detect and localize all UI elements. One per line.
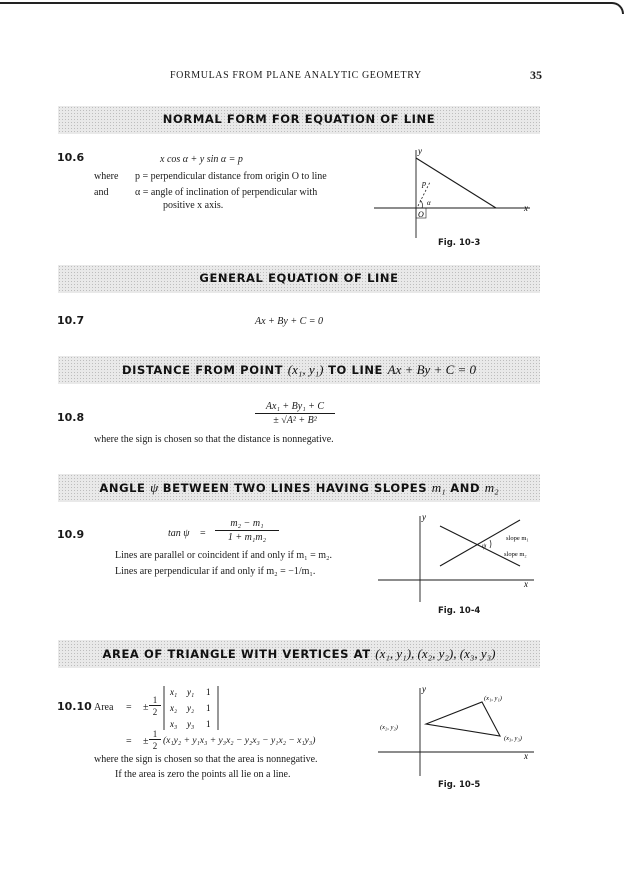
psi-label: ψ bbox=[482, 542, 487, 550]
det-cell: y₃ bbox=[187, 719, 195, 729]
angle-denominator: 1 + m₁m₂ bbox=[227, 532, 267, 543]
distance-denominator: ± √A² + B² bbox=[273, 415, 317, 426]
det-cell: y₁ bbox=[187, 687, 195, 697]
area-expansion: (x₁y₂ + y₁x₃ + y₃x₂ − y₂x₃ − y₁x₂ − x₁y₃) bbox=[163, 736, 316, 746]
det-cell: x₂ bbox=[170, 703, 178, 713]
y-label: y bbox=[422, 512, 426, 522]
y-label: y bbox=[418, 146, 422, 156]
perpendicular-condition: Lines are perpendicular if and only if m₂ = −1/m₁. bbox=[115, 566, 316, 577]
section-title-normal-form: NORMAL FORM FOR EQUATION OF LINE bbox=[162, 112, 436, 126]
area-label: Area bbox=[94, 702, 114, 713]
and-label: and bbox=[94, 187, 109, 198]
figure-10-5 bbox=[374, 682, 544, 778]
plus-minus-2: ± bbox=[143, 736, 149, 747]
section-title-distance: DISTANCE FROM POINT (x₁, y₁) TO LINE Ax + By + C = 0 bbox=[121, 362, 477, 377]
line-m2 bbox=[440, 526, 520, 566]
area-note-sign: where the sign is chosen so that the area is nonnegative. bbox=[94, 754, 318, 765]
formula-number-10-9: 10.9 bbox=[57, 528, 85, 541]
vertex-3-label: (x₃, y₃) bbox=[504, 735, 522, 742]
det-cell: x₃ bbox=[170, 719, 178, 729]
area-note-zero: If the area is zero the points all lie on a line. bbox=[115, 769, 291, 780]
formula-number-10-8: 10.8 bbox=[57, 411, 85, 424]
formula-number-10-7: 10.7 bbox=[57, 314, 85, 327]
alpha-label: α bbox=[427, 199, 431, 207]
distance-numerator: Ax₁ + By₁ + C bbox=[255, 401, 335, 414]
psi-arc bbox=[490, 540, 491, 548]
det-cell: 1 bbox=[206, 703, 211, 713]
section-band-general-equation bbox=[58, 265, 540, 293]
section-band-triangle bbox=[58, 640, 540, 668]
x-label: x bbox=[524, 203, 528, 213]
det-cell: 1 bbox=[206, 687, 211, 697]
half-fraction-2: $\frac{1}{2}$ bbox=[149, 729, 161, 751]
running-head: FORMULAS FROM PLANE ANALYTIC GEOMETRY bbox=[170, 70, 422, 81]
distance-note: where the sign is chosen so that the distance is nonnegative. bbox=[94, 434, 334, 445]
determinant bbox=[162, 684, 222, 732]
top-rule-curl bbox=[608, 2, 624, 14]
y-label: y bbox=[422, 684, 426, 694]
section-title-triangle: AREA OF TRIANGLE WITH VERTICES AT (x₁, y₁), (x₂, y₂), (x₃, y₃) bbox=[102, 646, 496, 661]
half-fraction-1: $\frac{1}{2}$ bbox=[149, 695, 161, 717]
det-cell: y₂ bbox=[187, 703, 195, 713]
general-equation: Ax + By + C = 0 bbox=[255, 316, 324, 327]
area-equals-1: = bbox=[126, 702, 132, 713]
triangle bbox=[426, 702, 500, 736]
det-cell: x₁ bbox=[170, 687, 178, 697]
plus-minus-1: ± bbox=[143, 702, 149, 713]
where-label: where bbox=[94, 171, 119, 182]
normal-form-equation: x cos α + y sin α = p bbox=[160, 154, 243, 165]
figure-caption-10-4: Fig. 10-4 bbox=[438, 606, 481, 616]
x-label: x bbox=[524, 751, 528, 761]
section-title-angle: ANGLE ψ BETWEEN TWO LINES HAVING SLOPES m₁ AND m₂ bbox=[99, 480, 499, 495]
page-number: 35 bbox=[530, 68, 542, 82]
alpha-definition-line1: α = angle of inclination of perpendicular with bbox=[135, 187, 318, 198]
area-equals-2: = bbox=[126, 736, 132, 747]
vertex-1-label: (x₁, y₁) bbox=[484, 695, 502, 702]
origin-label: O bbox=[418, 210, 424, 219]
section-title-general-equation: GENERAL EQUATION OF LINE bbox=[199, 271, 399, 285]
angle-fraction bbox=[215, 518, 279, 543]
slope-m2-label: slope m₂ bbox=[504, 551, 527, 558]
det-cell: 1 bbox=[206, 719, 211, 729]
line-m1 bbox=[440, 520, 520, 566]
figure-caption-10-3: Fig. 10-3 bbox=[438, 238, 481, 248]
p-definition: p = perpendicular distance from origin O to line bbox=[135, 171, 327, 182]
angle-equals: = bbox=[200, 528, 206, 539]
vertex-2-label: (x₂, y₂) bbox=[380, 724, 398, 731]
slope-m1-label: slope m₁ bbox=[506, 535, 529, 542]
figure-caption-10-5: Fig. 10-5 bbox=[438, 780, 481, 790]
angle-numerator: m₂ − m₁ bbox=[215, 518, 279, 531]
p-label: p bbox=[422, 179, 426, 188]
distance-fraction bbox=[255, 401, 335, 426]
figure-10-3 bbox=[370, 144, 540, 240]
figure-10-4 bbox=[374, 510, 544, 606]
x-label: x bbox=[524, 579, 528, 589]
alpha-definition-line2: positive x axis. bbox=[163, 200, 224, 211]
tan-psi: tan ψ bbox=[168, 528, 190, 539]
formula-number-10-6: 10.6 bbox=[57, 151, 85, 164]
top-rule bbox=[0, 2, 612, 4]
formula-number-10-10: 10.10 bbox=[57, 700, 92, 713]
section-band-normal-form bbox=[58, 106, 540, 134]
section-band-distance bbox=[58, 356, 540, 384]
section-band-angle bbox=[58, 474, 540, 502]
parallel-condition: Lines are parallel or coincident if and only if m₁ = m₂. bbox=[115, 550, 332, 561]
